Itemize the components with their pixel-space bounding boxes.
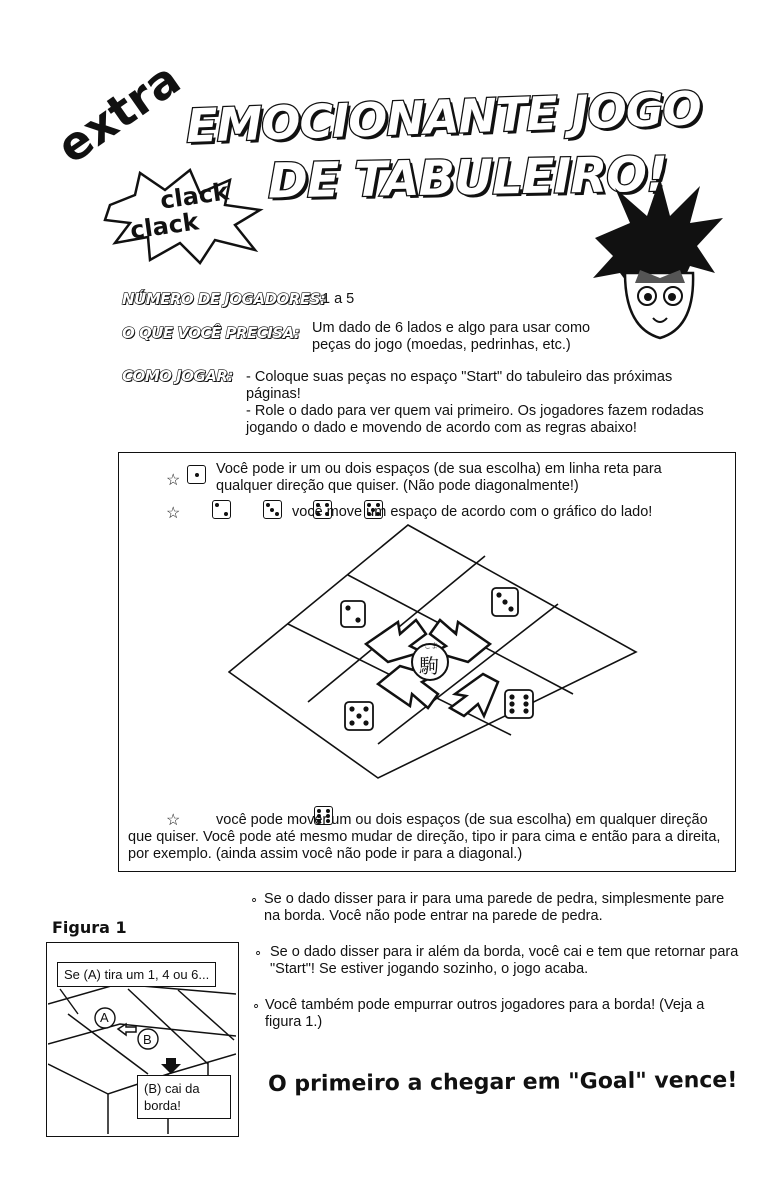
figure-label-b: B	[143, 1032, 152, 1047]
title-line-2: DE TABULEIRO!	[267, 146, 668, 210]
rule-2-star: ☆	[166, 505, 181, 522]
die-two-icon	[212, 500, 231, 519]
die-one-icon	[187, 465, 206, 484]
sfx-clack-1: clack	[158, 177, 231, 215]
howto-step-2: - Role o dado para ver quem vai primeiro. Os jogadores fazem rodadas jogando o dado e movendo de acordo com as regras abaixo!	[246, 403, 704, 436]
note-3-bullet: ∘	[252, 998, 261, 1013]
figure-fall-note: (B) cai da borda!	[137, 1075, 231, 1119]
note-1-text: Se o dado disser para ir para uma parede de pedra, simplesmente pare na borda. Você não pode entrar na parede de pedra.	[264, 891, 725, 924]
rule-2-text: você move um espaço de acordo com o gráfico do lado!	[292, 504, 653, 520]
extra-label: extra	[47, 51, 190, 174]
sfx-clack-2: clack	[128, 207, 201, 245]
needs-value: Um dado de 6 lados e algo para usar como peças do jogo (moedas, pedrinhas, etc.)	[312, 320, 591, 353]
figure-label-a: A	[100, 1010, 109, 1025]
note-1-bullet: ∘	[250, 892, 259, 907]
goal-text: O primeiro a chegar em "Goal" vence!	[267, 1067, 738, 1098]
rule-3-star: ☆	[166, 812, 181, 829]
players-value: 1 a 5	[322, 291, 355, 307]
figure-title: Figura 1	[52, 918, 127, 937]
piece-kanji: 駒	[419, 654, 439, 678]
players-label: NÚMERO DE JOGADORES:	[122, 290, 326, 308]
note-3-text: Você também pode empurrar outros jogadores para a borda! (Veja a figura 1.)	[265, 997, 705, 1030]
piece-ruby: こま	[424, 642, 438, 650]
note-2-text: Se o dado disser para ir além da borda, você cai e tem que retornar para "Start"! Se estiver jogando sozinho, o jogo acaba.	[270, 944, 739, 977]
rule-1-star: ☆	[166, 472, 181, 489]
howto-label: COMO JOGAR:	[122, 367, 233, 385]
figure-bubble: Se (A) tira um 1, 4 ou 6...	[57, 962, 216, 987]
rule-1-text: Você pode ir um ou dois espaços (de sua escolha) em linha reta para qualquer direção que quiser. (Não pode diagonalmente!)	[216, 461, 662, 494]
howto-step-1: - Coloque suas peças no espaço "Start" do tabuleiro das próximas páginas!	[246, 369, 673, 402]
note-2-bullet: ∘	[254, 945, 263, 960]
die-three-icon	[263, 500, 282, 519]
rule-3-text: você pode mover um ou dois espaços (de sua escolha) em qualquer direção que quiser. Você pode até mesmo mudar de direção, tipo ir para cima e então para a direita, por exemplo. (ainda assim você não pode ir para a diagonal.)	[128, 812, 721, 862]
title-line-1: EMOCIONANTE JOGO	[185, 81, 702, 153]
needs-label: O QUE VOCÊ PRECISA:	[122, 324, 300, 342]
